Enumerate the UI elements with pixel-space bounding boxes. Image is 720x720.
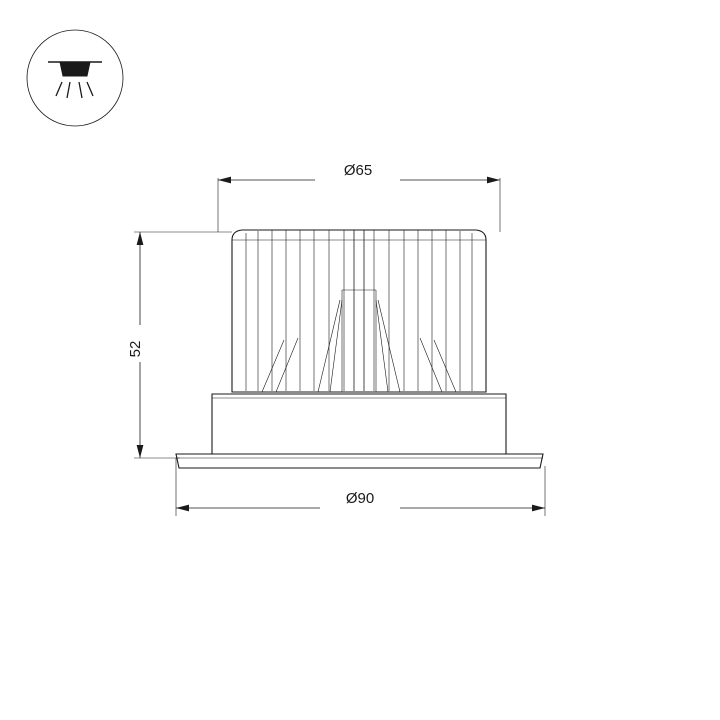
dimension-top-diameter: [218, 162, 500, 232]
height-label: 52: [127, 340, 144, 358]
dimension-bottom-diameter: [176, 458, 545, 516]
luminaire-section-view: [176, 230, 543, 468]
recessed-ceiling-downlight-icon: [27, 30, 123, 126]
heatsink-body: [232, 230, 486, 392]
housing-ring: [212, 394, 506, 454]
bottom-diameter-label: Ø90: [345, 490, 375, 507]
trim-flange: [176, 454, 543, 468]
top-diameter-label: Ø65: [343, 162, 373, 179]
dimension-height: [127, 232, 232, 458]
